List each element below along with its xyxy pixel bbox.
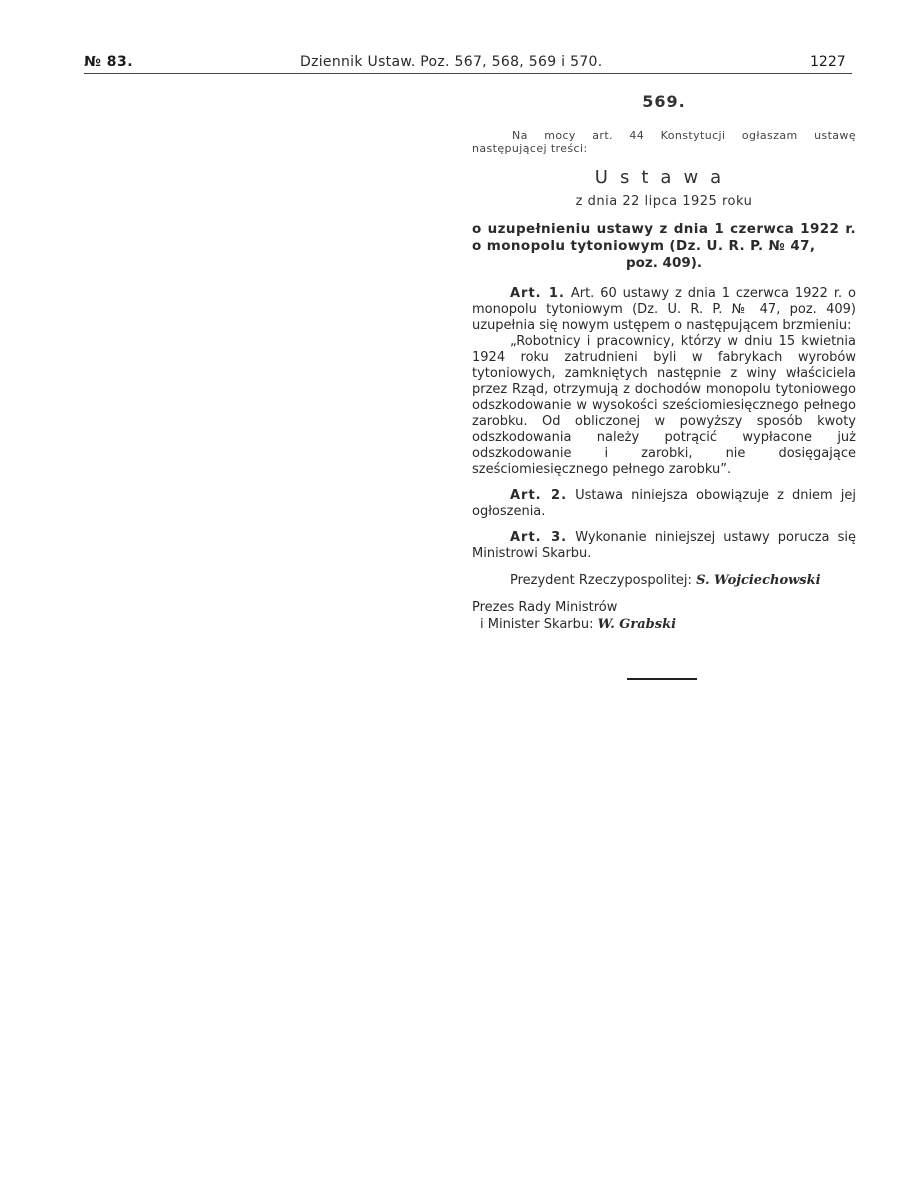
article-1	[472, 286, 856, 334]
president-role: Prezydent Rzeczypospolitej:	[510, 573, 692, 588]
act-date: z dnia 22 lipca 1925 roku	[575, 194, 753, 209]
act-subject: o uzupełnieniu ustawy z dnia 1 czerwca 1922 r. o monopolu tytoniowym (Dz. U. R. P. № 47,	[472, 221, 856, 254]
president-name: S. Wojciechowski	[696, 573, 821, 588]
document-column	[472, 88, 856, 633]
issue-number: № 83.	[84, 54, 134, 70]
pm-role-line-2: i Minister Skarbu:	[480, 617, 594, 632]
pm-role-line-1: Prezes Rady Ministrów	[472, 600, 618, 615]
article-3-label: Art. 3.	[510, 530, 568, 545]
closing-rule	[627, 678, 697, 680]
header-rule	[84, 73, 852, 74]
page-header	[0, 0, 906, 80]
pm-signature	[472, 616, 856, 633]
promulgation-intro: Na mocy art. 44 Konstytucji ogłaszam ustawę następującej treści:	[472, 129, 856, 155]
act-subject-ref: poz. 409).	[625, 255, 703, 271]
article-3-text: Wykonanie niniejszej ustawy porucza się Ministrowi Skarbu.	[472, 530, 856, 561]
article-1-label: Art. 1.	[510, 286, 565, 301]
page-number: 1227	[810, 54, 846, 70]
act-title: Ustawa	[594, 167, 734, 188]
president-signature	[472, 572, 856, 589]
pm-name: W. Grabski	[597, 617, 677, 632]
article-1-quote	[472, 334, 856, 478]
article-2-text: Ustawa niniejsza obowiązuje z dniem jej ogłoszenia.	[472, 488, 856, 519]
article-3	[472, 530, 856, 562]
article-1-quote-text: „Robotnicy i pracownicy, którzy w dniu 15 kwietnia 1924 roku zatrudnieni byli w fabrykach wyrobów tytoniowych, zamkniętych następnie z winy właściciela przez Rząd, otrzymują z dochodów monopolu tytoniowego odszkodowanie w wysokości sześciomiesięcznego pełnego zarobku. Od obliczonej w powyższy sposób kwoty odszkodowania należy potrącić wypłacone już odszkodowanie i zarobki, nie dosięgające sześciomiesięcznego pełnego zarobku”.	[472, 334, 856, 477]
position-number: 569.	[642, 92, 686, 111]
article-2-label: Art. 2.	[510, 488, 568, 503]
article-2	[472, 488, 856, 520]
journal-title: Dziennik Ustaw. Poz. 567, 568, 569 i 570.	[300, 54, 603, 70]
article-1-text: Art. 60 ustawy z dnia 1 czerwca 1922 r. o monopolu tytoniowym (Dz. U. R. P. № 47, poz. 409) uzupełnia się nowym ustępem o następującem brzmieniu:	[472, 286, 856, 333]
